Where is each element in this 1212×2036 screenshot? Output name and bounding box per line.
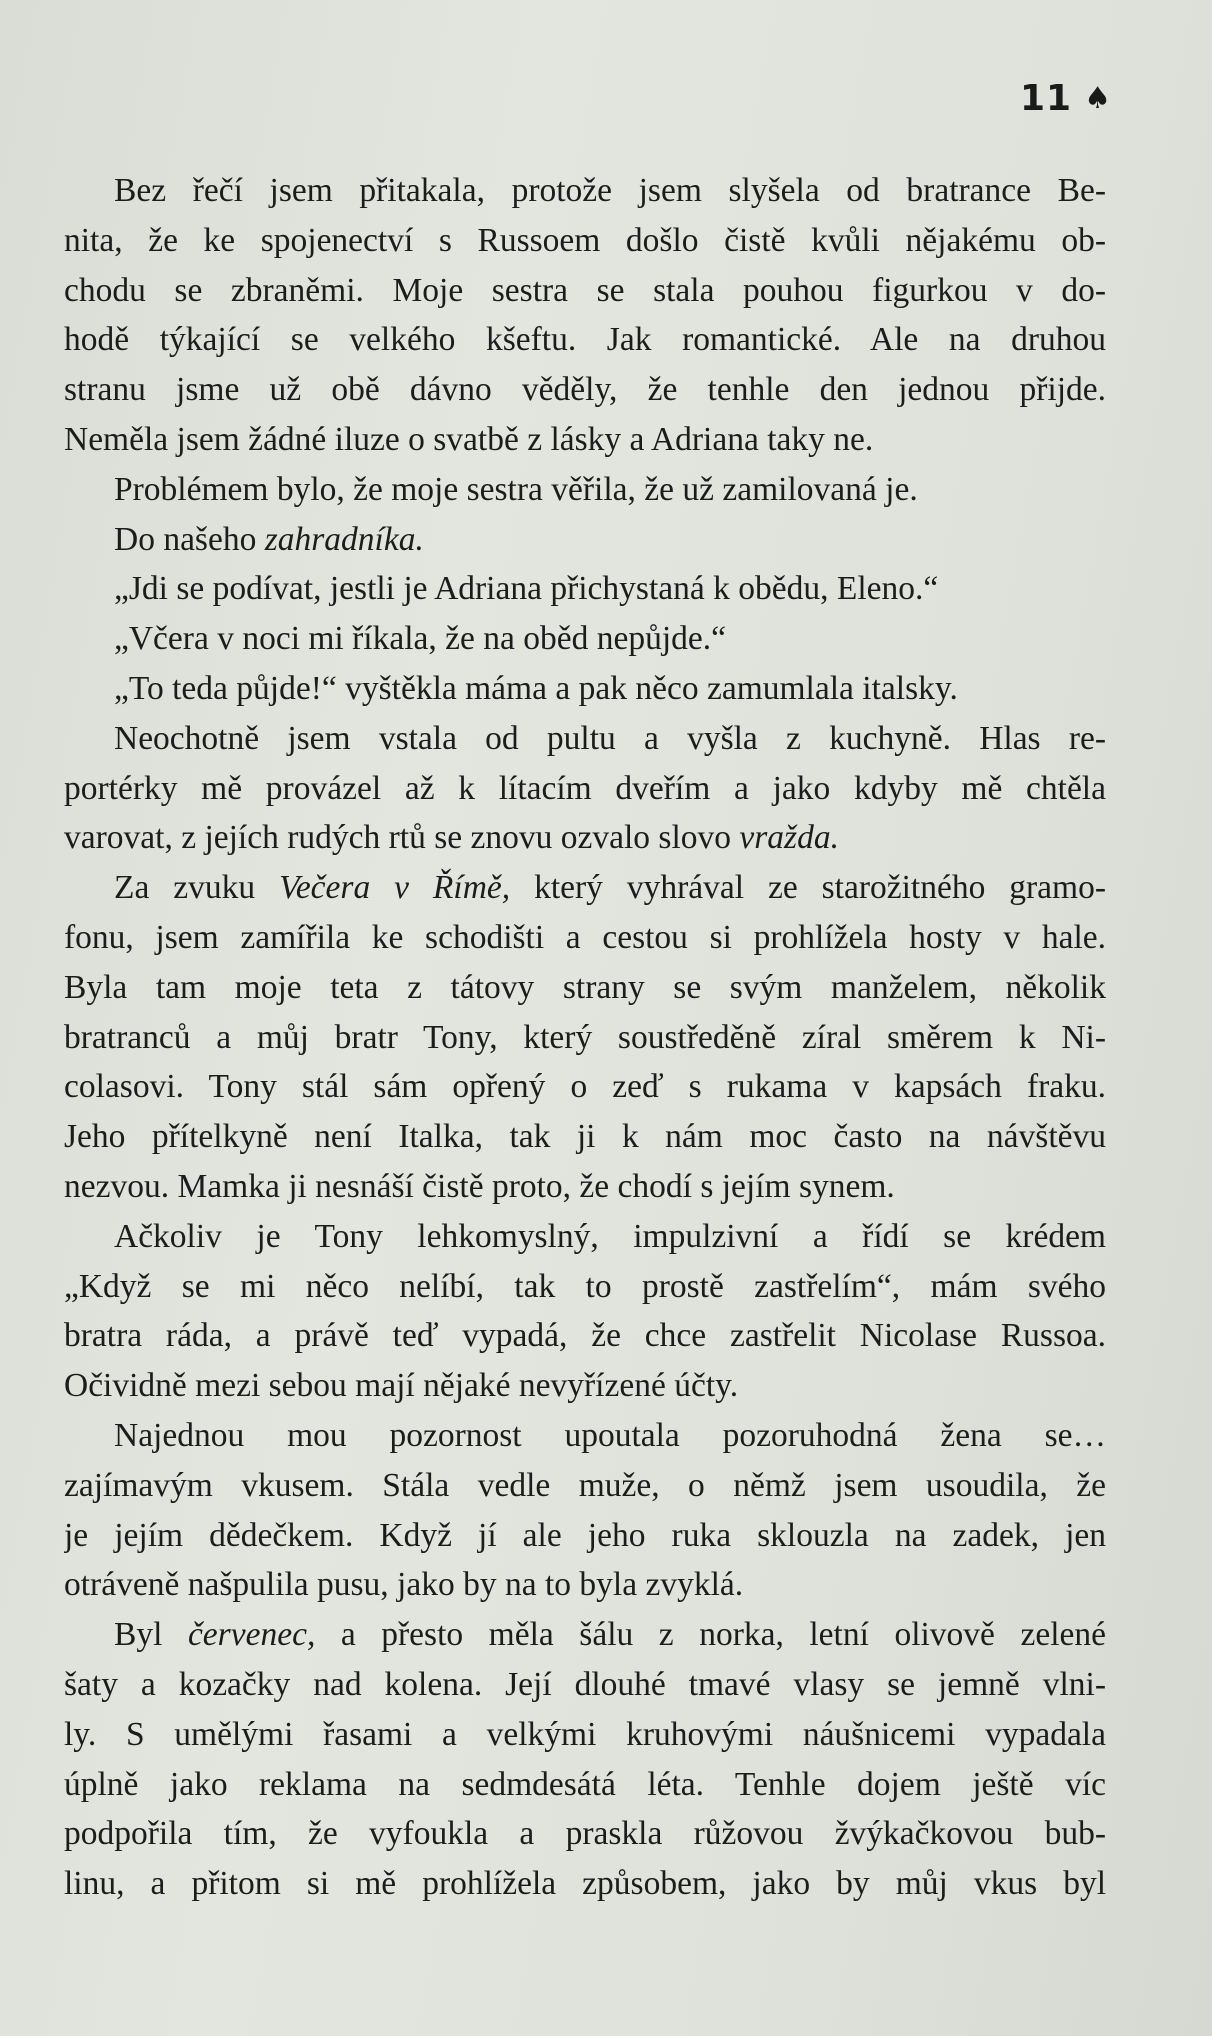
text-line bbox=[64, 614, 1106, 664]
line-text: stranu jsme už obě dávno věděly, že tenhle den jednou přijde. bbox=[64, 371, 1106, 409]
line-text: bratra ráda, a právě teď vypadá, že chce zastřelit Nicolase Russoa. bbox=[64, 1317, 1106, 1355]
line-text: který vyhrával ze starožitného gramo- bbox=[510, 869, 1106, 907]
text-line bbox=[64, 913, 1106, 963]
line-text: Neměla jsem žádné iluze o svatbě z lásky a Adriana taky ne. bbox=[64, 420, 874, 458]
text-line bbox=[64, 216, 1106, 266]
text-line bbox=[64, 813, 1106, 863]
line-text: Ačkoliv je Tony lehkomyslný, impulzivní a řídí se krédem bbox=[114, 1217, 1106, 1255]
line-text: colasovi. Tony stál sám opřený o zeď s rukama v kapsách fraku. bbox=[64, 1068, 1106, 1106]
line-text: „Včera v noci mi říkala, že na oběd nepůjde.“ bbox=[114, 620, 727, 658]
line-text: a přesto měla šálu z norka, letní olivově zelené bbox=[315, 1616, 1106, 1654]
line-text: nezvou. Mamka ji nesnáší čistě proto, že chodí s jejím synem. bbox=[64, 1167, 895, 1205]
line-text: Byl bbox=[114, 1616, 188, 1654]
text-line bbox=[64, 564, 1106, 614]
line-text: Neochotně jsem vstala od pultu a vyšla z kuchyně. Hlas re- bbox=[114, 719, 1106, 757]
line-text: ly. S umělými řasami a velkými kruhovými náušnicemi vypadala bbox=[64, 1715, 1106, 1753]
text-line bbox=[64, 1311, 1106, 1361]
text-line bbox=[64, 1212, 1106, 1262]
text-line bbox=[64, 1361, 1106, 1411]
text-line bbox=[64, 166, 1106, 216]
italic-text: červenec, bbox=[187, 1616, 316, 1654]
text-line bbox=[64, 266, 1106, 316]
text-line bbox=[64, 714, 1106, 764]
text-line bbox=[64, 1511, 1106, 1561]
text-line bbox=[64, 1660, 1106, 1710]
text-line bbox=[64, 1013, 1106, 1063]
line-text: Do našeho bbox=[114, 520, 265, 558]
line-text: varovat, z jejích rudých rtů se znovu ozvalo slovo bbox=[64, 819, 740, 857]
text-line bbox=[64, 1112, 1106, 1162]
line-text: „Když se mi něco nelíbí, tak to prostě zastřelím“, mám svého bbox=[64, 1267, 1106, 1305]
line-text: Problémem bylo, že moje sestra věřila, že už zamilovaná je. bbox=[114, 470, 918, 508]
page-header bbox=[1020, 78, 1112, 119]
text-line bbox=[64, 664, 1106, 714]
text-line bbox=[64, 1760, 1106, 1810]
line-text: nita, že ke spojenectví s Russoem došlo čistě kvůli nějakému ob- bbox=[64, 221, 1106, 259]
spade-icon: ♠ bbox=[1084, 81, 1112, 116]
line-text: „Jdi se podívat, jestli je Adriana přichystaná k obědu, Eleno.“ bbox=[114, 570, 939, 608]
line-text: linu, a přitom si mě prohlížela způsobem, jako by můj vkus byl bbox=[64, 1865, 1106, 1903]
text-line bbox=[64, 465, 1106, 515]
text-line bbox=[64, 963, 1106, 1013]
text-line bbox=[64, 315, 1106, 365]
text-line bbox=[64, 1262, 1106, 1312]
text-line bbox=[64, 764, 1106, 814]
line-text: chodu se zbraněmi. Moje sestra se stala pouhou figurkou v do- bbox=[64, 271, 1106, 309]
line-text: Jeho přítelkyně není Italka, tak ji k nám moc často na návštěvu bbox=[64, 1118, 1106, 1156]
text-line bbox=[64, 415, 1106, 465]
text-line bbox=[64, 1062, 1106, 1112]
text-line bbox=[64, 1610, 1106, 1660]
text-line bbox=[64, 515, 1106, 565]
line-text: Byla tam moje teta z tátovy strany se svým manželem, několik bbox=[64, 968, 1106, 1006]
text-line bbox=[64, 1710, 1106, 1760]
line-text: bratranců a můj bratr Tony, který soustředěně zíral směrem k Ni- bbox=[64, 1018, 1106, 1056]
italic-text: vražda. bbox=[739, 819, 839, 857]
text-line bbox=[64, 1411, 1106, 1461]
line-text: šaty a kozačky nad kolena. Její dlouhé tmavé vlasy se jemně vlni- bbox=[64, 1665, 1106, 1703]
line-text: hodě týkající se velkého kšeftu. Jak romantické. Ale na druhou bbox=[64, 321, 1106, 359]
line-text: Za zvuku bbox=[114, 869, 280, 907]
line-text: otráveně našpulila pusu, jako by na to byla zvyklá. bbox=[64, 1566, 744, 1604]
text-line bbox=[64, 365, 1106, 415]
line-text: podpořila tím, že vyfoukla a praskla růžovou žvýkačkovou bub- bbox=[64, 1815, 1106, 1853]
line-text: fonu, jsem zamířila ke schodišti a cestou si prohlížela hosty v hale. bbox=[64, 918, 1106, 956]
page-number: 11 bbox=[1019, 78, 1073, 119]
italic-text: Večera v Římě, bbox=[279, 869, 511, 907]
text-line bbox=[64, 1809, 1106, 1859]
line-text: Najednou mou pozornost upoutala pozoruhodná žena se… bbox=[114, 1416, 1106, 1454]
line-text: portérky mě provázel až k lítacím dveřím a jako kdyby mě chtěla bbox=[64, 769, 1106, 807]
text-line bbox=[64, 1461, 1106, 1511]
body-text bbox=[64, 166, 1106, 1909]
text-line bbox=[64, 1560, 1106, 1610]
line-text: „To teda půjde!“ vyštěkla máma a pak něco zamumlala italsky. bbox=[114, 669, 958, 707]
line-text: úplně jako reklama na sedmdesátá léta. Tenhle dojem ještě víc bbox=[64, 1765, 1106, 1803]
line-text: zajímavým vkusem. Stála vedle muže, o němž jsem usoudila, že bbox=[64, 1466, 1106, 1504]
line-text: Bez řečí jsem přitakala, protože jsem slyšela od bratrance Be- bbox=[114, 172, 1106, 209]
text-line bbox=[64, 863, 1106, 913]
line-text: je jejím dědečkem. Když jí ale jeho ruka sklouzla na zadek, jen bbox=[64, 1516, 1106, 1554]
line-text: Očividně mezi sebou mají nějaké nevyřízené účty. bbox=[64, 1367, 739, 1405]
text-line bbox=[64, 1162, 1106, 1212]
italic-text: zahradníka. bbox=[264, 520, 424, 558]
text-line bbox=[64, 1859, 1106, 1909]
